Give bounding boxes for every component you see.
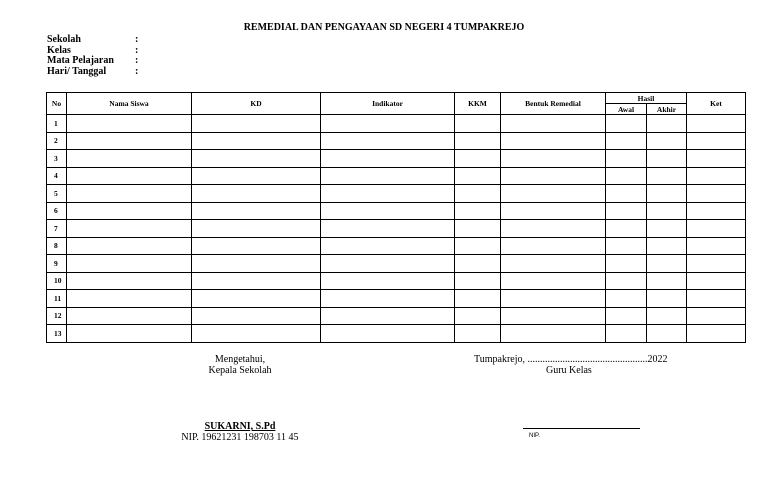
place-date: Tumpakrejo, ................................................2022 [474,354,668,365]
header-kd: KD [192,93,321,115]
table-row [47,220,746,238]
table-cell [321,307,455,325]
table-row [47,150,746,168]
table-row [47,167,746,185]
row-number: 12 [47,307,67,325]
info-label: Kelas [47,44,71,56]
table-cell [606,167,647,185]
header-awal: Awal [606,104,647,115]
info-label: Sekolah [47,34,81,45]
table-cell [501,255,606,273]
table-cell [606,220,647,238]
table-cell [321,220,455,238]
table-row [47,185,746,203]
table-cell [647,272,687,290]
row-number: 9 [47,255,67,273]
table-cell [606,307,647,325]
table-cell [687,255,746,273]
table-cell [606,150,647,168]
table-cell [67,150,192,168]
info-row-sekolah [47,35,143,46]
table-cell [67,220,192,238]
table-cell [687,132,746,150]
table-cell [647,150,687,168]
header-ket: Ket [687,93,746,115]
table-row [47,255,746,273]
table-cell [501,132,606,150]
table-cell [455,115,501,133]
table-cell [606,290,647,308]
table-cell [67,272,192,290]
table-cell [321,115,455,133]
table-cell [192,325,321,343]
guru-kelas-label: Guru Kelas [546,365,592,376]
guru-nip: NIP. [529,433,540,439]
table-cell [647,220,687,238]
table-cell [687,325,746,343]
table-cell [501,202,606,220]
table-cell [192,237,321,255]
remedial-table [46,92,746,343]
table-cell [687,272,746,290]
table-cell [321,202,455,220]
row-number: 3 [47,150,67,168]
table-cell [321,255,455,273]
table-cell [67,185,192,203]
table-cell [647,237,687,255]
info-row-hari-tanggal [47,67,143,78]
info-colon: : [135,44,139,56]
table-cell [67,255,192,273]
table-cell [321,185,455,203]
table-cell [606,185,647,203]
table-cell [67,325,192,343]
header-nama-siswa: Nama Siswa [67,93,192,115]
table-cell [687,167,746,185]
header-akhir: Akhir [647,104,687,115]
table-cell [67,202,192,220]
kepala-sekolah-nip: NIP. 19621231 198703 11 45 [181,432,299,443]
table-cell [647,290,687,308]
table-cell [321,132,455,150]
table-row [47,115,746,133]
table-cell [321,325,455,343]
row-number: 8 [47,237,67,255]
table-row [47,237,746,255]
info-row-mata-pelajaran [47,56,143,67]
row-number: 11 [47,290,67,308]
table-cell [192,255,321,273]
table-cell [321,272,455,290]
table-cell [455,307,501,325]
table-cell [606,237,647,255]
table-cell [501,290,606,308]
table-cell [687,115,746,133]
table-cell [606,272,647,290]
table-row [47,132,746,150]
header-hasil: Hasil [606,93,687,104]
table-cell [647,115,687,133]
table-cell [687,202,746,220]
row-number: 4 [47,167,67,185]
table-cell [455,325,501,343]
row-number: 6 [47,202,67,220]
table-cell [192,307,321,325]
table-cell [321,167,455,185]
table-cell [501,272,606,290]
table-cell [501,167,606,185]
table-cell [687,220,746,238]
table-cell [501,220,606,238]
table-cell [192,115,321,133]
table-cell [455,185,501,203]
table-cell [647,132,687,150]
table-cell [687,237,746,255]
table-cell [321,237,455,255]
table-cell [455,150,501,168]
table-cell [192,185,321,203]
header-kkm: KKM [455,93,501,115]
table-cell [455,220,501,238]
document-title: REMEDIAL DAN PENGAYAAN SD NEGERI 4 TUMPAKREJO [243,22,525,33]
table-cell [321,290,455,308]
row-number: 1 [47,115,67,133]
table-cell [606,255,647,273]
info-label: Hari/ Tanggal [47,65,107,77]
signature-line [523,428,640,429]
table-cell [647,167,687,185]
info-block [47,35,143,77]
table-cell [501,185,606,203]
table-cell [192,167,321,185]
table-row [47,202,746,220]
info-colon: : [135,55,139,66]
row-number: 13 [47,325,67,343]
table-cell [606,132,647,150]
table-cell [647,255,687,273]
table-cell [687,185,746,203]
table-cell [67,132,192,150]
table-row [47,325,746,343]
table-row [47,272,746,290]
table-cell [67,307,192,325]
table-cell [501,307,606,325]
table-cell [501,150,606,168]
info-colon: : [135,34,139,45]
kepala-sekolah-label: Kepala Sekolah [208,365,272,376]
table-row [47,307,746,325]
table-cell [455,167,501,185]
table-cell [455,132,501,150]
table-cell [647,307,687,325]
table-cell [647,202,687,220]
table-cell [455,272,501,290]
table-header-row [47,93,746,104]
table-cell [687,307,746,325]
table-cell [606,115,647,133]
row-number: 5 [47,185,67,203]
table-cell [67,237,192,255]
mengetahui-text: Mengetahui, [214,354,266,365]
header-indikator: Indikator [321,93,455,115]
table-cell [687,150,746,168]
table-row [47,290,746,308]
table-cell [606,202,647,220]
table-cell [455,290,501,308]
table-cell [192,220,321,238]
row-number: 10 [47,272,67,290]
table-cell [67,167,192,185]
table-body [47,115,746,343]
table-cell [192,132,321,150]
header-no: No [47,93,67,115]
table-cell [606,325,647,343]
info-colon: : [135,65,139,77]
table-cell [455,237,501,255]
table-cell [67,290,192,308]
table-cell [67,115,192,133]
table-cell [501,115,606,133]
table-cell [501,325,606,343]
table-cell [455,202,501,220]
table-cell [647,185,687,203]
table-cell [192,290,321,308]
row-number: 2 [47,132,67,150]
table-cell [321,150,455,168]
table-cell [687,290,746,308]
table-cell [455,255,501,273]
row-number: 7 [47,220,67,238]
header-bentuk-remedial: Bentuk Remedial [501,93,606,115]
table-cell [192,202,321,220]
info-label: Mata Pelajaran [47,55,114,66]
table-cell [192,272,321,290]
table-cell [647,325,687,343]
table-cell [501,237,606,255]
kepala-sekolah-name: SUKARNI, S.Pd [204,421,276,432]
table-cell [192,150,321,168]
